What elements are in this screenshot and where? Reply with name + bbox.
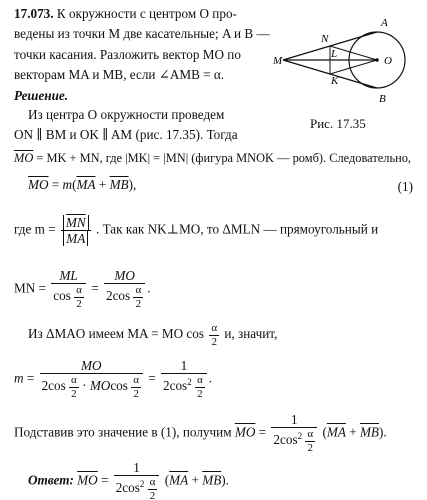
where-text: где m = [14, 221, 56, 237]
problem-number: 17.073. [14, 6, 54, 21]
geometry-figure [273, 4, 423, 116]
answer-line: Ответ: $\overline{MO}$ = 1 $2\cos^2$ $\frac{\alpha}{2}$ $(\overline{MA} + \overline{MB})$. [28, 460, 229, 500]
label-n: N [321, 33, 329, 45]
eq-label-1: (1) [397, 179, 413, 194]
label-b: B [379, 93, 386, 105]
substitute-text: Подставив это значение в (1), получим [14, 424, 232, 440]
substitute-line: Подставив это значение в (1), получим $\overline{MO}$ = 1 $2\cos^2$ $\frac{\alpha}{2}$ $(\overline{MA} + \overline{MB})$. [14, 412, 387, 454]
where-rest: . Так как NK⊥MO, то ΔMLN — прямоугольный и [95, 221, 379, 237]
center-dot [375, 58, 379, 62]
label-l: L [331, 48, 338, 60]
from-text: Из ΔMAO имеем MA = MO cos [28, 326, 205, 342]
solution-line-2: ON ∥ BM и OK ∥ AM (рис. 17.35). Тогда [14, 127, 238, 142]
m-fraction: $\frac{\overline{MN}}{MA}$ [61, 215, 91, 246]
segment-ok [330, 60, 377, 74]
answer-label: Ответ: [28, 472, 74, 488]
problem-line-2: ведены из точки M две касательные; A и B — [14, 26, 270, 41]
where-line [14, 215, 378, 246]
problem-line-1 [14, 7, 237, 20]
problem-text-1: К окружности с центром O про- [56, 6, 237, 21]
label-k: K [331, 75, 339, 87]
from-line: Из ΔMAO имеем MA = MO cos $\frac{\alpha}{2}$ и, значит, [28, 322, 278, 348]
eq1-text: = MK + MN, где |MK| = |MN| (фигура MNOK — ромб). Следовательно, [36, 151, 412, 165]
eq1-line [14, 152, 411, 164]
mn-text: MN = [14, 280, 46, 296]
solution-heading: Решение. [14, 88, 69, 103]
solution-line-1: Из центра O окружности проведем [28, 107, 225, 122]
problem-line-3: точки касания. Разложить вектор MO по [14, 47, 241, 62]
mn-line: MN = ML cos $\frac{\alpha}{2}$ = MO 2cos $\frac{\alpha}{2}$ . [14, 268, 151, 310]
label-a: A [381, 17, 388, 29]
figure-caption: Рис. 17.35 [310, 116, 366, 131]
m-value-line: m = MO 2cos $\frac{\alpha}{2}$ · MOcos $\frac{\alpha}{2}$ = 1 $2\cos^2$ $\frac{\alpha}{2}$ . [14, 358, 213, 400]
label-o: O [384, 55, 392, 67]
eq-decomposition: $\overline{MO} = m(\overline{MA} + \overline{MB})$, [28, 177, 137, 192]
vector-mo: $\overline{MO}$ [14, 151, 34, 165]
label-m: M [273, 55, 283, 67]
problem-line-4: векторам MA и MB, если ∠AMB = α. [14, 67, 225, 82]
from-tail: и, значит, [224, 326, 278, 342]
